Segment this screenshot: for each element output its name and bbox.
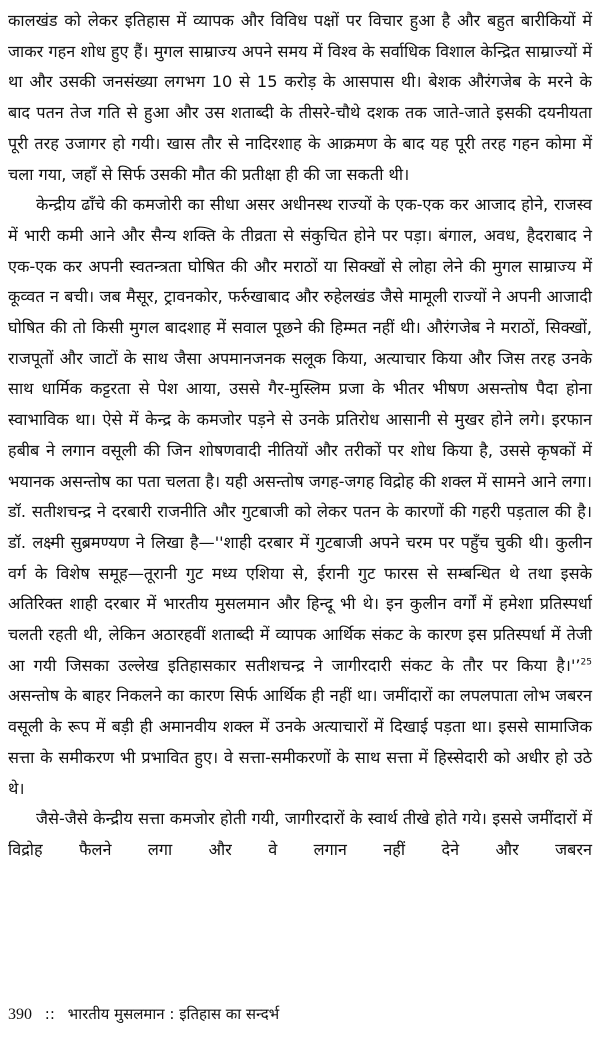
paragraph-3: जैसे-जैसे केन्द्रीय सत्ता कमजोर होती गयी, जागीरदारों के स्वार्थ तीखे होते गये। इससे जमींदारों में विद्रोह फैलने लगा और वे लगान नहीं देने और जबरन: [8, 809, 592, 859]
paragraph-2-text: केन्द्रीय ढाँचे की कमजोरी का सीधा असर अधीनस्थ राज्यों के एक-एक कर आजाद होने, राजस्व में भारी कमी आने और सैन्य शक्ति के तीव्रता से संकुचित होने पर पड़ा। बंगाल, अवध, हैदराबाद ने एक-एक कर अपनी स्वतन्त्रता घोषित की और मराठों या सिक्खों से लोहा लेने की मुगल साम्राज्य में कूव्वत न बची। जब मैसूर, ट्रावनकोर, फर्रुखाबाद और रुहेलखंड जैसे मामूली राज्यों ने अपनी आजादी घोषित की तो किसी मुगल बादशाह में सवाल पूछने की हिम्मत नहीं थी। औरंगजेब ने मराठों, सिक्खों, राजपूतों और जाटों के साथ जैसा अपमानजनक सलूक किया, अत्याचार किया और जिस तरह उनके साथ धार्मिक कट्टरता से पेश आया, उससे गैर-मुस्लिम प्रजा के भीतर भीषण असन्तोष पैदा होना स्वाभाविक था। ऐसे में केन्द्र के कमजोर पड़ने से उनके प्रतिरोध आसानी से मुखर होने लगे। इरफान हबीब ने लगान वसूली की जिन शोषणवादी नीतियों और तरीकों पर शोध किया है, उससे कृषकों में भयानक असन्तोष का पता चलता है। यही असन्तोष जगह-जगह विद्रोह की शक्ल में सामने आने लगा। डॉ. सतीशचन्द्र ने दरबारी राजनीति और गुटबाजी को लेकर पतन के कारणों की गहरी पड़ताल की है। डॉ. लक्ष्मी सुब्रमण्यण ने लिखा है—''शाही दरबार में गुटबाजी अपने चरम पर पहुँच चुकी थी। कुलीन वर्ग के विशेष समूह—तूरानी गुट मध्य एशिया से, ईरानी गुट फारस से सम्बन्धित थे तथा इसके अतिरिक्त शाही दरबार में भारतीय मुसलमान और हिन्दू भी थे। इन कुलीन वर्गों में हमेशा प्रतिस्पर्धा चलती रहती थी, लेकिन अठारहवीं शताब्दी में व्यापक आर्थिक संकट के कारण इस प्रतिस्पर्धा में तेजी आ गयी जिसका उल्लेख इतिहासकार सतीशचन्द्र ने जागीरदारी संकट के तौर पर किया है।'’: [8, 195, 592, 675]
page-number: 390: [8, 1006, 32, 1023]
running-title: भारतीय मुसलमान : इतिहास का सन्दर्भ: [67, 1005, 280, 1023]
paragraph-1: कालखंड को लेकर इतिहास में व्यापक और विविध पक्षों पर विचार हुआ है और बहुत बारीकियों में जाकर गहन शोध हुए हैं। मुगल साम्राज्य अपने समय में विश्व के सर्वाधिक विशाल केन्द्रित साम्राज्यों में था और उसकी जनसंख्या लगभग 10 से 15 करोड़ के आसपास थी। बेशक औरंगजेब के मरने के बाद पतन तेज गति से हुआ और उस शताब्दी के तीसरे-चौथे दशक तक जाते-जाते इसकी दयनीयता पूरी तरह उजागर हो गयी। खास तौर से नादिरशाह के आक्रमण के बाद यह पूरी तरह गहन कोमा में चला गया, जहाँ से सिर्फ उसकी मौत की प्रतीक्षा ही की जा सकती थी।: [8, 11, 592, 184]
footer-separator: ::: [44, 1005, 55, 1023]
footnote-marker: 25: [580, 657, 592, 668]
page-footer: [8, 1003, 279, 1026]
paragraph-2: [8, 190, 592, 804]
paragraph-2-text-continued: असन्तोष के बाहर निकलने का कारण सिर्फ आर्थिक ही नहीं था। जमींदारों का लपलपाता लोभ जबरन वसूली के रूप में बड़ी ही अमानवीय शक्ल में उनके अत्याचारों में दिखाई पड़ता था। इससे सामाजिक सत्ता के समीकरण भी प्रभावित हुए। वे सत्ता-समीकरणों के साथ सत्ता में हिस्सेदारी को अधीर हो उठे थे।: [8, 686, 592, 798]
body-text: [8, 6, 592, 866]
